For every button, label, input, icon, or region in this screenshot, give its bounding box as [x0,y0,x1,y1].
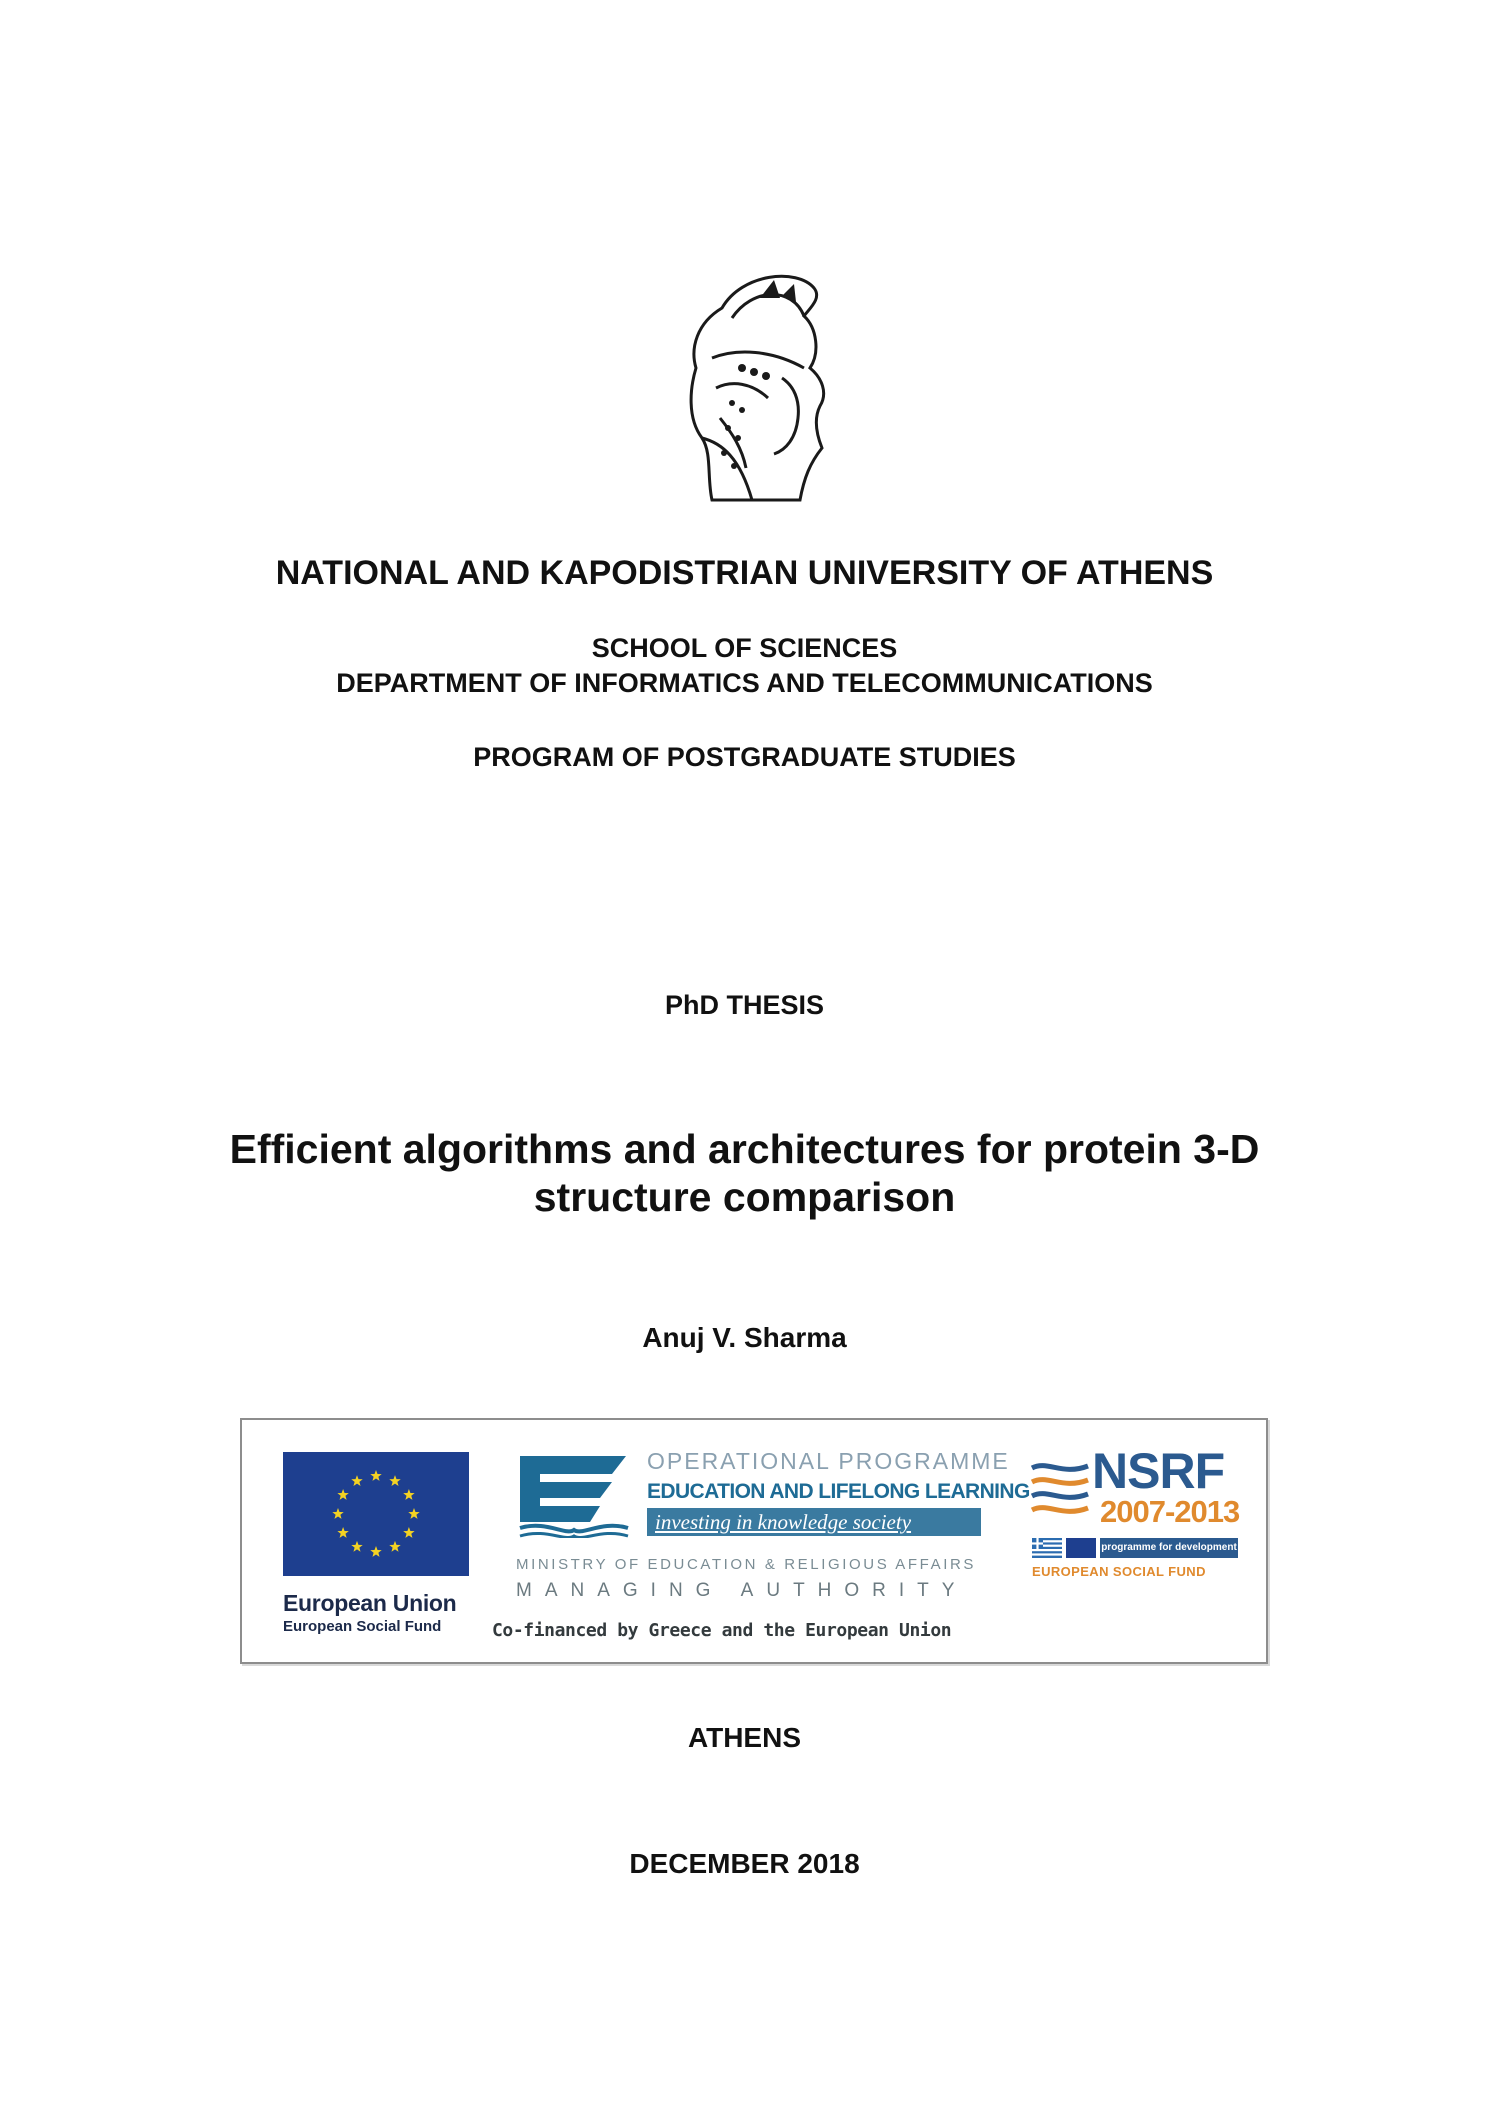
university-name: NATIONAL AND KAPODISTRIAN UNIVERSITY OF ATHENS [275,554,1214,592]
nsrf-strip [1032,1536,1238,1560]
op-programme-subtitle: EDUCATION AND LIFELONG LEARNING [647,1480,1030,1503]
thesis-title-line-2: structure comparison [533,1174,956,1220]
open-book-icon [516,1452,632,1538]
school-name: SCHOOL OF SCIENCES [591,633,898,663]
nsrf-name: NSRF [1092,1443,1225,1499]
thesis-title-line-1: Efficient algorithms and architectures for protein 3-D [229,1126,1260,1172]
thesis-title [0,1125,1489,1221]
department-name: DEPARTMENT OF INFORMATICS AND TELECOMMUNICATIONS [336,668,1153,698]
program-name: PROGRAM OF POSTGRADUATE STUDIES [473,742,1016,772]
thesis-type: PhD THESIS [664,990,825,1020]
thesis-author: Anuj V. Sharma [642,1322,847,1353]
ministry-name: MINISTRY OF EDUCATION & RELIGIOUS AFFAIRS [516,1556,976,1573]
managing-authority: MANAGING AUTHORITY [516,1580,968,1601]
cofinanced-statement: Co-financed by Greece and the European Union [492,1620,952,1641]
nsrf-years: 2007-2013 [1100,1494,1240,1529]
eu-flag-icon [283,1452,469,1576]
eu-name: European Union [283,1590,457,1616]
nsrf-waves-icon [1028,1458,1094,1524]
greek-flag-icon [1032,1538,1062,1558]
publication-place: ATHENS [687,1722,802,1753]
nsrf-fund: EUROPEAN SOCIAL FUND [1032,1564,1206,1579]
op-programme-slogan: investing in knowledge society [647,1508,981,1536]
eu-fund: European Social Fund [283,1618,442,1635]
eu-mini-flag-icon [1066,1538,1096,1558]
nsrf-program-label: programme for development [1100,1538,1238,1558]
publication-date: DECEMBER 2018 [629,1848,860,1879]
university-emblem-logo [682,268,834,504]
op-programme-title: OPERATIONAL PROGRAMME [647,1448,1010,1474]
funding-banner [240,1418,1268,1664]
